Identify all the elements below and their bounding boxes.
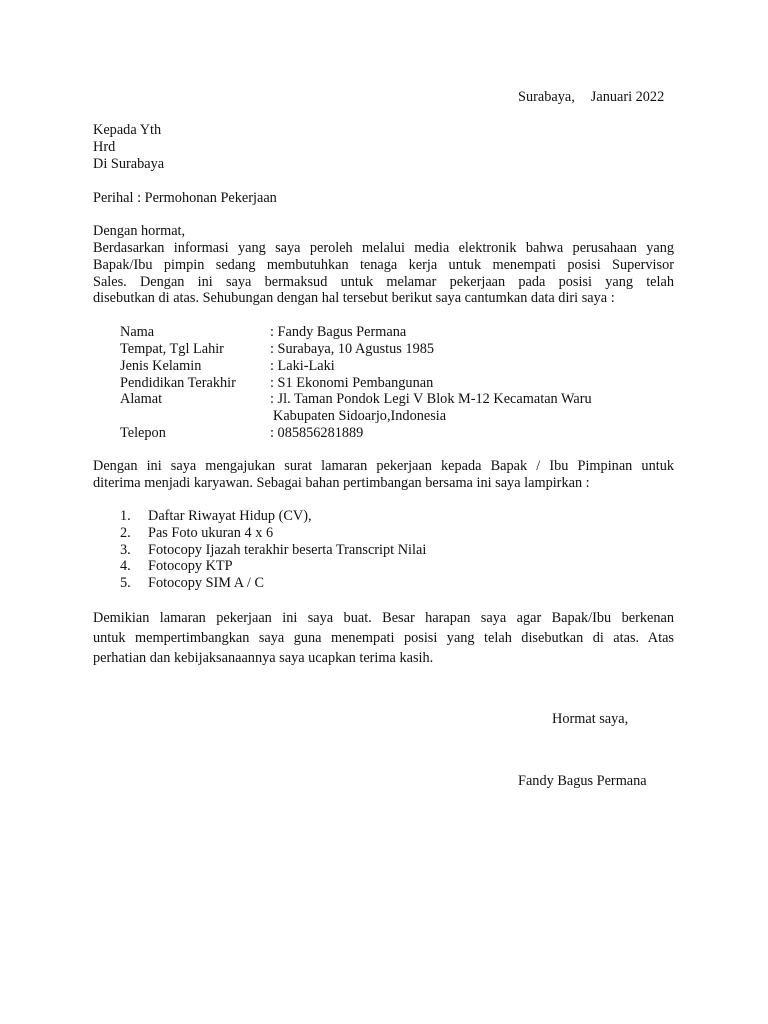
- list-item: [120, 558, 233, 575]
- data-value: : Laki-Laki: [270, 358, 335, 374]
- data-label: Tempat, Tgl Lahir: [120, 341, 224, 357]
- data-value: : Jl. Taman Pondok Legi V Blok M-12 Kecamatan Waru: [270, 391, 592, 407]
- signatory-name: Fandy Bagus Permana: [518, 773, 647, 789]
- intro-line: disebutkan di atas. Sehubungan dengan hal tersebut berikut saya cantumkan data diri saya :: [93, 290, 615, 307]
- data-row-jenis-kelamin: [120, 358, 335, 375]
- list-number: 5.: [120, 575, 131, 591]
- intro-paragraph: [93, 240, 674, 307]
- list-item: [120, 542, 426, 559]
- list-text: Pas Foto ukuran 4 x 6: [148, 525, 274, 541]
- data-row-pendidikan: [120, 375, 433, 392]
- request-line: diterima menjadi karyawan. Sebagai bahan pertimbangan bersama ini saya lampirkan :: [93, 474, 590, 491]
- list-item: [120, 508, 312, 525]
- greeting: Dengan hormat,: [93, 223, 186, 239]
- recipient-line: Di Surabaya: [93, 155, 165, 172]
- closing-paragraph: [93, 608, 674, 668]
- closing-line: Demikian lamaran pekerjaan ini saya buat. Besar harapan saya agar Bapak/Ibu berkenan: [93, 610, 674, 626]
- intro-line: Berdasarkan informasi yang saya peroleh melalui media elektronik bahwa perusahaan yang: [93, 240, 674, 256]
- data-value: Kabupaten Sidoarjo,Indonesia: [273, 408, 447, 424]
- data-value: : S1 Ekonomi Pembangunan: [270, 375, 434, 391]
- date-city: Surabaya,: [518, 89, 575, 105]
- data-label: Telepon: [120, 425, 166, 441]
- data-label: Nama: [120, 324, 155, 340]
- list-number: 3.: [120, 542, 131, 558]
- data-row-alamat-cont: [120, 408, 446, 425]
- data-label: Alamat: [120, 391, 163, 407]
- list-text: Daftar Riwayat Hidup (CV),: [148, 508, 312, 524]
- data-row-telepon: [120, 425, 363, 442]
- date-line: [518, 89, 664, 106]
- list-text: Fotocopy Ijazah terakhir beserta Transcript Nilai: [148, 542, 427, 558]
- intro-line: Sales. Dengan ini saya bermaksud untuk melamar pekerjaan pada posisi yang telah: [93, 273, 674, 290]
- list-number: 2.: [120, 525, 131, 541]
- list-item: [120, 525, 273, 542]
- date-value: Januari 2022: [590, 89, 665, 105]
- data-label: Jenis Kelamin: [120, 358, 202, 374]
- data-label: Pendidikan Terakhir: [120, 375, 236, 391]
- recipient-line: Hrd: [93, 138, 116, 155]
- request-line: Dengan ini saya mengajukan surat lamaran pekerjaan kepada Bapak / Ibu Pimpinan untuk: [93, 458, 674, 474]
- data-row-alamat: [120, 391, 592, 408]
- recipient-line: Kepada Yth: [93, 122, 162, 138]
- recipient-block: [93, 122, 164, 172]
- data-row-nama: [120, 324, 406, 341]
- data-value: : 085856281889: [270, 425, 364, 441]
- data-row-tempat-tgl-lahir: [120, 341, 434, 358]
- list-item: [120, 575, 264, 592]
- subject-line: Perihal : Permohonan Pekerjaan: [93, 190, 277, 206]
- data-value: : Fandy Bagus Permana: [270, 324, 407, 340]
- intro-line: Bapak/Ibu pimpin sedang membutuhkan tenaga kerja untuk menempati posisi Supervisor: [93, 256, 674, 273]
- list-text: Fotocopy KTP: [148, 558, 233, 574]
- data-value: : Surabaya, 10 Agustus 1985: [270, 341, 435, 357]
- list-number: 1.: [120, 508, 131, 524]
- closing-line: perhatian dan kebijaksanaannya saya ucapkan terima kasih.: [93, 650, 434, 666]
- list-number: 4.: [120, 558, 131, 574]
- sign-off: Hormat saya,: [552, 711, 629, 727]
- list-text: Fotocopy SIM A / C: [148, 575, 264, 591]
- request-paragraph: [93, 458, 674, 492]
- closing-line: untuk mempertimbangkan saya guna menempati posisi yang telah disebutkan di atas. Atas: [93, 630, 674, 646]
